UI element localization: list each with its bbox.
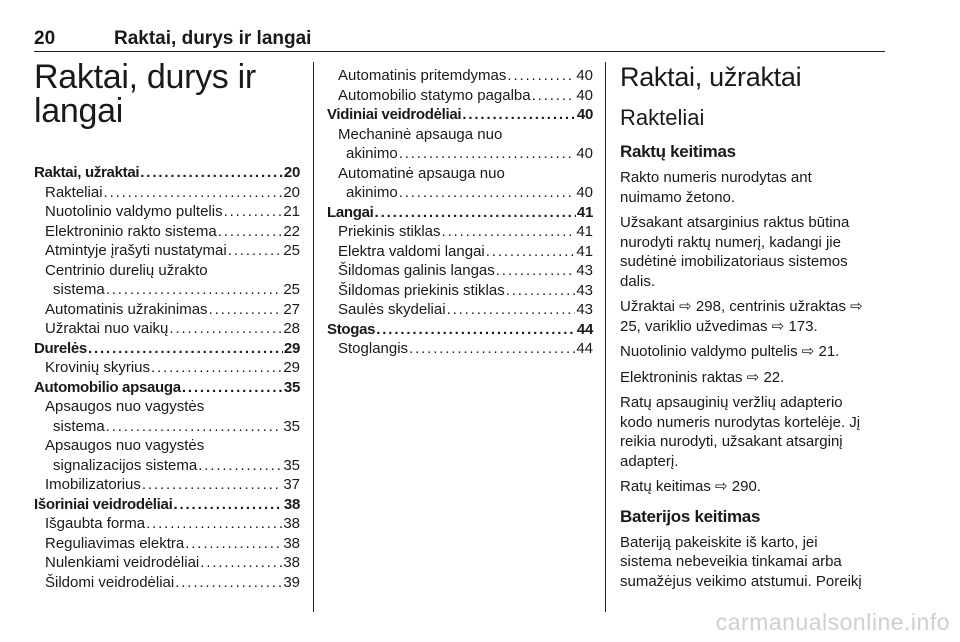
toc-leader-dots (532, 86, 576, 106)
toc-entry[interactable] (34, 241, 300, 261)
toc-page-number: 40 (576, 86, 593, 104)
cross-reference-paragraph[interactable]: Užraktai ⇨ 298, centrinis užraktas ⇨ 25, variklio užvedimas ⇨ 173. (620, 298, 863, 335)
toc-entry-label: akinimo (346, 184, 398, 201)
toc-page-number: 25 (283, 281, 300, 298)
toc-entry[interactable] (34, 553, 300, 573)
toc-entry-label: Automatinis pritemdymas (338, 67, 507, 84)
toc-page-number: 21 (283, 203, 300, 220)
toc-entry-label: Rakteliai (45, 183, 103, 201)
toc-entry (34, 436, 300, 456)
toc-leader-dots (375, 203, 576, 223)
toc-entry-label: Šildomas priekinis stiklas (338, 281, 505, 299)
toc-entry[interactable] (34, 358, 300, 378)
toc-entry-label: sistema (53, 281, 105, 298)
toc-entry-label: Išoriniai veidrodėliai (34, 495, 173, 513)
toc-entry[interactable] (34, 202, 300, 222)
toc-leader-dots (146, 514, 282, 534)
toc-page-number: 28 (283, 320, 300, 337)
toc-leader-dots (507, 66, 575, 86)
table-of-contents-middle (327, 66, 593, 359)
toc-leader-dots (140, 163, 283, 183)
toc-section-entry[interactable] (327, 320, 593, 340)
toc-entry-label: Elektra valdomi langai (338, 242, 485, 260)
toc-entry[interactable] (34, 319, 300, 339)
toc-leader-dots (218, 222, 283, 242)
toc-entry[interactable] (327, 66, 593, 86)
paragraph: Rakto numeris nurodytas ant nuimamo žetono. (620, 169, 812, 206)
toc-entry-label: Šildomi veidrodėliai (45, 573, 175, 591)
toc-entry-label: Durelės (34, 339, 87, 357)
toc-page-number: 38 (283, 515, 300, 532)
toc-entry[interactable] (34, 534, 300, 554)
toc-entry-label: Apsaugos nuo vagystės (45, 437, 205, 454)
toc-column-left (34, 60, 300, 592)
toc-leader-dots (185, 534, 282, 554)
toc-page-number: 29 (283, 359, 300, 376)
cross-reference-paragraph[interactable]: Nuotolinio valdymo pultelis ⇨ 21. (620, 343, 840, 360)
toc-page-number: 38 (283, 495, 300, 513)
toc-leader-dots (106, 417, 283, 437)
toc-entry[interactable] (327, 222, 593, 242)
toc-entry (34, 261, 300, 281)
chapter-title-line-2: langai (34, 92, 123, 130)
toc-entry-label: Automobilio statymo pagalba (338, 86, 531, 104)
toc-leader-dots (182, 378, 283, 398)
toc-entry-label: Šildomas galinis langas (338, 262, 495, 279)
toc-page-number: 40 (576, 67, 593, 84)
toc-entry (327, 125, 593, 145)
toc-entry[interactable] (327, 86, 593, 106)
toc-entry-label: Langai (327, 203, 374, 221)
toc-leader-dots (175, 573, 282, 593)
section-heading: Raktai, užraktai (620, 62, 802, 92)
toc-entry[interactable] (34, 456, 300, 476)
toc-leader-dots (151, 358, 282, 378)
toc-entry (34, 397, 300, 417)
toc-page-number: 29 (283, 339, 300, 357)
toc-entry[interactable] (327, 261, 593, 281)
toc-entry-label: Automatinis užrakinimas (45, 300, 208, 318)
toc-entry-label: Stoglangis (338, 340, 409, 357)
toc-entry-label: Nulenkiami veidrodėliai (45, 554, 200, 571)
toc-page-number: 40 (576, 184, 593, 201)
toc-column-middle (327, 66, 593, 359)
toc-page-number: 35 (283, 456, 300, 474)
topic-heading-battery-replacement: Baterijos keitimas (620, 506, 761, 526)
toc-entry-label: Atmintyje įrašyti nustatymai (45, 242, 227, 259)
toc-leader-dots (104, 183, 283, 203)
header-divider (34, 51, 885, 52)
toc-leader-dots (442, 222, 576, 242)
toc-section-entry[interactable] (34, 378, 300, 398)
toc-leader-dots (173, 495, 282, 515)
toc-leader-dots (496, 261, 576, 281)
toc-page-number: 20 (283, 183, 300, 201)
toc-entry-label: Imobilizatorius (45, 476, 141, 493)
toc-entry[interactable] (34, 222, 300, 242)
toc-entry[interactable] (327, 281, 593, 301)
toc-leader-dots (506, 281, 576, 301)
toc-leader-dots (88, 339, 283, 359)
toc-page-number: 37 (283, 476, 300, 493)
toc-entry-label: Vidiniai veidrodėliai (327, 106, 462, 123)
toc-section-entry[interactable] (34, 495, 300, 515)
toc-entry[interactable] (34, 183, 300, 203)
toc-page-number: 35 (283, 417, 300, 435)
paragraph: Bateriją pakeiskite iš karto, jei sistema nebeveikia tinkamai arba sumažėjus veikimo atstumui. Poreikį (620, 533, 862, 590)
toc-entry[interactable] (327, 339, 593, 359)
toc-leader-dots (142, 475, 282, 495)
toc-entry-label: sistema (53, 417, 105, 435)
toc-entry-label: akinimo (346, 145, 398, 162)
toc-entry[interactable] (327, 242, 593, 262)
toc-page-number: 40 (576, 106, 593, 123)
toc-page-number: 38 (283, 554, 300, 571)
toc-entry-label: Raktai, užraktai (34, 164, 140, 181)
cross-reference-paragraph[interactable]: Elektroninis raktas ⇨ 22. (620, 368, 785, 386)
chapter-title (34, 60, 300, 128)
toc-leader-dots (106, 280, 283, 300)
toc-entry[interactable] (34, 514, 300, 534)
toc-section-entry[interactable] (327, 203, 593, 223)
toc-entry[interactable] (34, 475, 300, 495)
chapter-title-line-1: Raktai, durys ir (34, 58, 256, 96)
toc-page-number: 20 (283, 164, 300, 181)
table-of-contents-left (34, 163, 300, 592)
toc-entry-label: Elektroninio rakto sistema (45, 222, 217, 240)
toc-page-number: 25 (283, 242, 300, 259)
toc-entry-label: Automobilio apsauga (34, 378, 181, 396)
toc-leader-dots (399, 144, 576, 164)
toc-section-entry[interactable] (34, 339, 300, 359)
toc-leader-dots (198, 456, 282, 476)
toc-page-number: 43 (576, 281, 593, 299)
toc-leader-dots (209, 300, 283, 320)
toc-entry-label: Automatinė apsauga nuo (338, 164, 505, 182)
toc-page-number: 22 (283, 222, 300, 240)
watermark: carmanualsonline.info (715, 609, 950, 635)
toc-leader-dots (486, 242, 576, 262)
toc-page-number: 40 (576, 145, 593, 162)
toc-page-number: 39 (283, 573, 300, 591)
toc-page-number: 38 (283, 534, 300, 552)
subsection-heading: Rakteliai (620, 105, 705, 130)
toc-entry-label: Priekinis stiklas (338, 223, 441, 240)
toc-entry[interactable] (327, 183, 593, 203)
toc-leader-dots (447, 300, 576, 320)
toc-page-number: 43 (576, 262, 593, 279)
toc-entry-label: Nuotolinio valdymo pultelis (45, 203, 223, 220)
column-divider-left (313, 62, 314, 612)
toc-entry-label: Reguliavimas elektra (45, 534, 185, 552)
paragraph: Užsakant atsarginius raktus būtina nurodyti raktų numerį, kadangi jie sudėtinė imobilizatoriaus sistemos dalis. (620, 214, 850, 290)
toc-entry[interactable] (34, 573, 300, 593)
toc-page-number: 44 (576, 320, 593, 338)
toc-leader-dots (376, 320, 576, 340)
toc-entry-label: Apsaugos nuo vagystės (45, 398, 205, 415)
toc-entry-label: Mechaninė apsauga nuo (338, 125, 503, 143)
toc-page-number: 41 (576, 223, 593, 240)
toc-section-entry[interactable] (34, 163, 300, 183)
toc-entry[interactable] (327, 144, 593, 164)
toc-page-number: 41 (576, 203, 593, 221)
toc-leader-dots (228, 241, 283, 261)
toc-entry-label: Krovinių skyrius (45, 359, 151, 376)
toc-entry[interactable] (34, 300, 300, 320)
toc-entry (327, 164, 593, 184)
toc-page-number: 43 (576, 301, 593, 318)
toc-entry[interactable] (34, 280, 300, 300)
toc-leader-dots (409, 339, 575, 359)
toc-page-number: 27 (283, 300, 300, 318)
paragraph: Ratų apsauginių veržlių adapterio kodo numeris nurodytas kortelėje. Jį reikia nurodyti, užsakant atsarginį adapterį. (620, 394, 861, 470)
toc-entry-label: signalizacijos sistema (53, 456, 198, 474)
toc-leader-dots (399, 183, 576, 203)
toc-entry-label: Centrinio durelių užrakto (45, 261, 208, 279)
content-column-right (620, 60, 870, 597)
topic-heading-key-replacement: Raktų keitimas (620, 142, 736, 161)
toc-leader-dots (169, 319, 282, 339)
cross-reference-paragraph[interactable]: Ratų keitimas ⇨ 290. (620, 478, 761, 495)
toc-entry-label: Stogas (327, 320, 376, 338)
toc-entry-label: Išgaubta forma (45, 515, 146, 532)
toc-page-number: 35 (283, 378, 300, 396)
toc-entry[interactable] (327, 300, 593, 320)
toc-leader-dots (200, 553, 282, 573)
toc-leader-dots (224, 202, 283, 222)
toc-page-number: 41 (576, 242, 593, 260)
toc-leader-dots (462, 105, 576, 125)
running-chapter-title: Raktai, durys ir langai (114, 28, 312, 49)
toc-entry-label: Saulės skydeliai (338, 301, 446, 318)
toc-page-number: 44 (576, 340, 593, 357)
toc-entry[interactable] (34, 417, 300, 437)
toc-section-entry[interactable] (327, 105, 593, 125)
column-divider-right (605, 62, 606, 612)
page-number: 20 (34, 28, 56, 49)
toc-entry-label: Užraktai nuo vaikų (45, 320, 169, 337)
